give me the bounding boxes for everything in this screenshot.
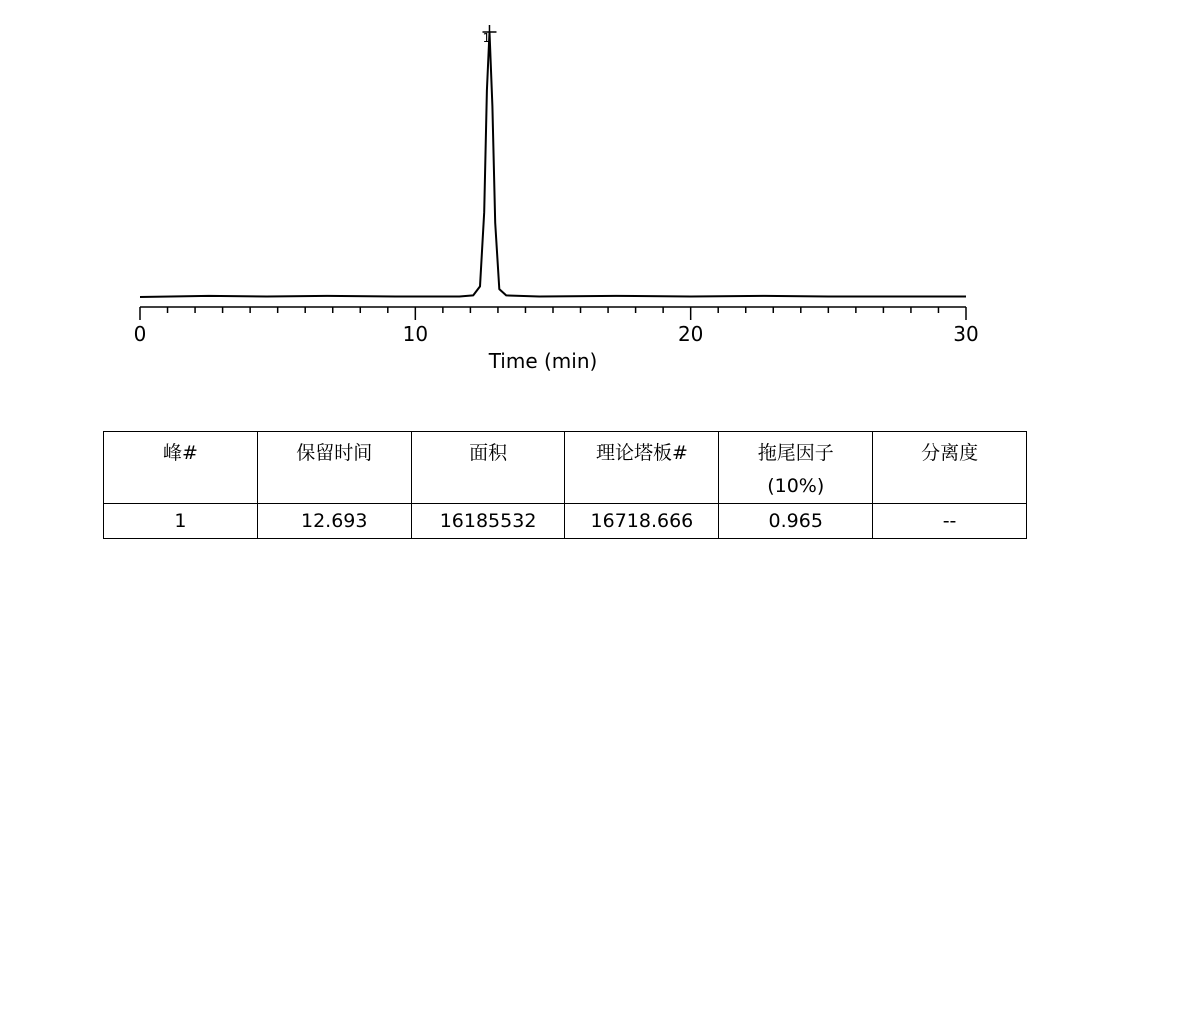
header-theoretical-plates-text: 理论塔板# — [595, 442, 688, 464]
header-resolution-text: 分离度 — [921, 442, 979, 464]
header-retention-time-text: 保留时间 — [296, 442, 373, 464]
header-tailing-factor-subtext: (10%) — [767, 475, 825, 497]
peak-markers — [482, 25, 496, 45]
header-resolution — [873, 432, 1027, 504]
cell-tailing-factor: 0.965 — [719, 504, 873, 539]
chromatogram — [0, 0, 1181, 400]
table-row — [104, 504, 1027, 539]
cell-theoretical-plates: 16718.666 — [565, 504, 719, 539]
header-peak-number-text: 峰# — [162, 442, 198, 464]
x-tick-label: 10 — [402, 322, 429, 346]
chromatogram-trace — [140, 32, 966, 297]
x-axis-ticks — [134, 307, 979, 346]
x-tick-label: 30 — [953, 322, 979, 346]
header-area — [411, 432, 565, 504]
x-tick-label: 0 — [133, 322, 147, 346]
cell-peak-number: 1 — [104, 504, 258, 539]
x-axis-label: Time (min) — [488, 349, 598, 373]
header-theoretical-plates — [565, 432, 719, 504]
header-peak-number — [104, 432, 258, 504]
peak-label: 1 — [482, 31, 491, 45]
header-tailing-factor-text: 拖尾因子 — [757, 442, 834, 464]
header-retention-time — [257, 432, 411, 504]
cell-area: 16185532 — [411, 504, 565, 539]
peak-table-header-row — [104, 432, 1027, 504]
cell-resolution: -- — [873, 504, 1027, 539]
x-tick-label: 20 — [677, 322, 704, 346]
header-area-text: 面积 — [469, 442, 508, 464]
peak-table — [103, 431, 1027, 539]
cell-retention-time: 12.693 — [257, 504, 411, 539]
header-tailing-factor — [719, 432, 873, 504]
